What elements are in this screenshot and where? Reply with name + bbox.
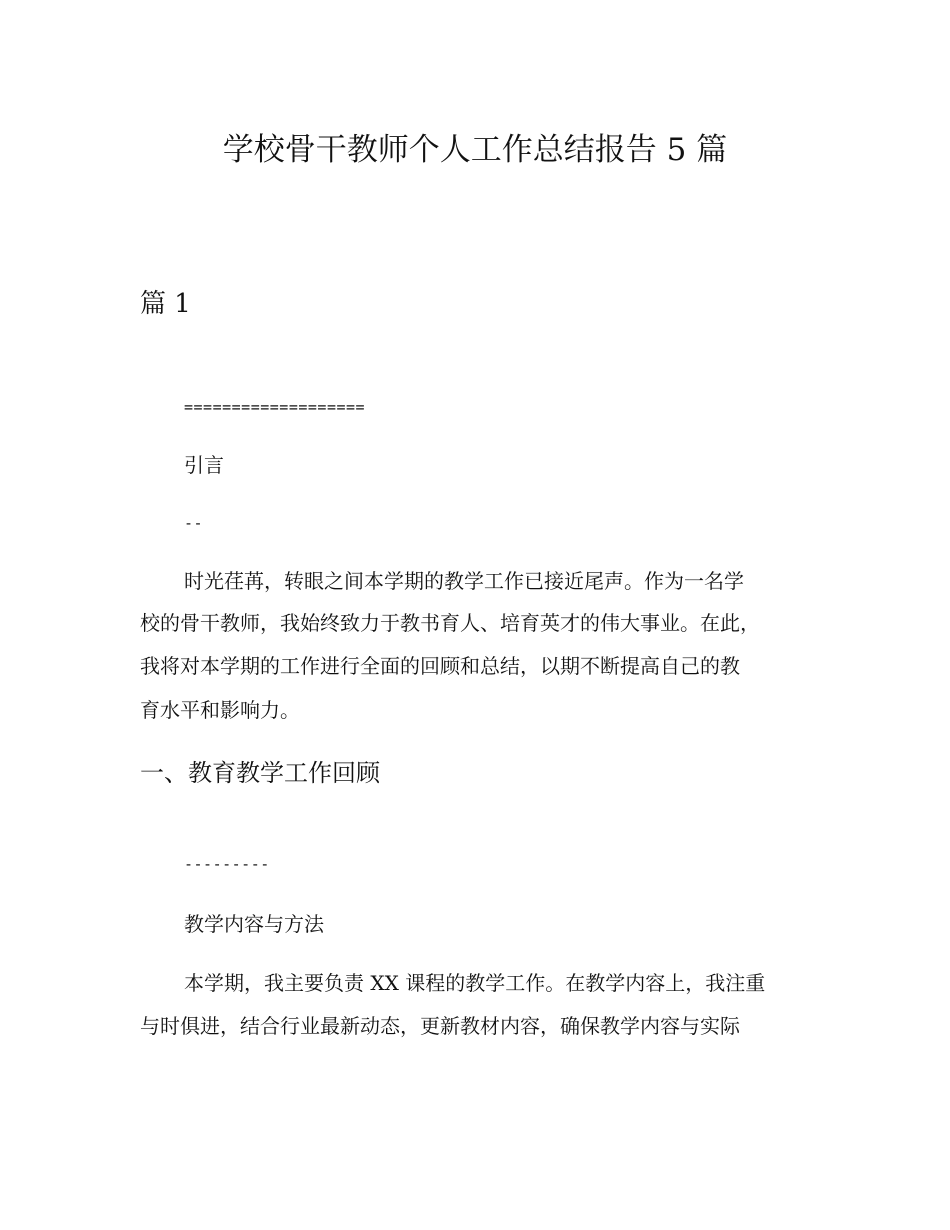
intro-paragraph-line: 育水平和影响力。 bbox=[140, 698, 300, 722]
body-paragraph-line: 与时俱进，结合行业最新动态，更新教材内容，确保教学内容与实际 bbox=[140, 1014, 740, 1038]
intro-heading: 引言 bbox=[184, 453, 224, 477]
document-title: 学校骨干教师个人工作总结报告 5 篇 bbox=[222, 132, 728, 168]
separator-dash-line: --------- bbox=[184, 855, 270, 873]
subsection-heading: 教学内容与方法 bbox=[184, 912, 324, 936]
section-heading: 一、教育教学工作回顾 bbox=[140, 759, 380, 787]
intro-paragraph-line: 我将对本学期的工作进行全面的回顾和总结，以期不断提高自己的教 bbox=[140, 654, 740, 678]
body-paragraph-line: 本学期，我主要负责 XX 课程的教学工作。在教学内容上，我注重 bbox=[184, 971, 766, 995]
separator-double-line: =================== bbox=[184, 398, 366, 416]
intro-paragraph-line: 校的骨干教师，我始终致力于教书育人、培育英才的伟大事业。在此， bbox=[140, 611, 760, 635]
intro-paragraph-line: 时光荏苒，转眼之间本学期的教学工作已接近尾声。作为一名学 bbox=[184, 569, 744, 593]
chapter-heading: 篇 1 bbox=[140, 289, 191, 319]
separator-short-line: -- bbox=[184, 514, 204, 532]
